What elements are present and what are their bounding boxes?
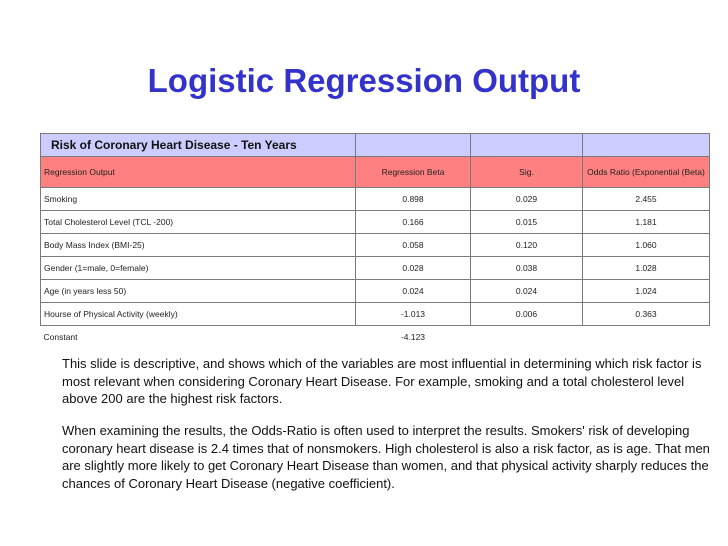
constant-label: Constant: [43, 332, 78, 342]
slide-title: Logistic Regression Output: [147, 62, 581, 99]
description-paragraph-1: This slide is descriptive, and shows which of the variables are most influential in determining which risk factor is most relevant when considering Coronary Heart Disease. For example, smoking and a total cholesterol level above 200 are the highest risk factors.: [62, 356, 702, 406]
row-beta: 0.058: [356, 234, 471, 257]
row-odds: 2.455: [583, 188, 710, 211]
row-beta: -1.013: [356, 303, 471, 326]
column-header-regression-output: Regression Output: [41, 157, 356, 188]
row-label: Age (in years less 50): [41, 280, 356, 303]
table-title-blank-cell: [356, 134, 471, 157]
row-sig: 0.024: [471, 280, 583, 303]
table-row: [41, 257, 710, 280]
row-odds: 1.024: [583, 280, 710, 303]
row-sig: 0.120: [471, 234, 583, 257]
column-header-regression-beta: Regression Beta: [356, 157, 471, 188]
row-sig: 0.029: [471, 188, 583, 211]
row-label: Gender (1=male, 0=female): [41, 257, 356, 280]
table-row: [41, 303, 710, 326]
constant-blank-cell: [583, 326, 710, 349]
table-title-row: [41, 134, 710, 157]
row-odds: 1.028: [583, 257, 710, 280]
table-row: [41, 188, 710, 211]
row-sig: 0.006: [471, 303, 583, 326]
row-beta: 0.898: [356, 188, 471, 211]
row-beta: 0.024: [356, 280, 471, 303]
description-paragraph-2: When examining the results, the Odds-Ratio is often used to interpret the results. Smokers' risk of developing coronary heart disease is 2.4 times that of nonsmokers. High cholesterol is also a risk factor, as is age. That men are slightly more likely to get Coronary Heart Disease than women, and that physical activity sharply reduces the chances of Coronary Heart Disease (negative coefficient).: [62, 423, 710, 491]
row-label: Smoking: [41, 188, 356, 211]
table-title-blank-cell: [471, 134, 583, 157]
table-title: Risk of Coronary Heart Disease - Ten Years: [41, 134, 356, 157]
table-row: [41, 234, 710, 257]
column-header-sig: Sig.: [471, 157, 583, 188]
regression-table: [40, 133, 710, 348]
row-label: Hourse of Physical Activity (weekly): [41, 303, 356, 326]
table-title-blank-cell: [583, 134, 710, 157]
row-odds: 1.181: [583, 211, 710, 234]
constant-row: [41, 326, 710, 349]
row-sig: 0.038: [471, 257, 583, 280]
row-beta: 0.028: [356, 257, 471, 280]
row-sig: 0.015: [471, 211, 583, 234]
table-row: [41, 211, 710, 234]
row-label: Total Cholesterol Level (TCL -200): [41, 211, 356, 234]
row-odds: 0.363: [583, 303, 710, 326]
constant-blank-cell: [471, 326, 583, 349]
column-header-odds-ratio: Odds Ratio (Exponential (Beta): [583, 157, 710, 188]
table-header-row: [41, 157, 710, 188]
row-odds: 1.060: [583, 234, 710, 257]
table-row: [41, 280, 710, 303]
constant-beta: -4.123: [400, 332, 426, 342]
row-beta: 0.166: [356, 211, 471, 234]
row-label: Body Mass Index (BMI-25): [41, 234, 356, 257]
